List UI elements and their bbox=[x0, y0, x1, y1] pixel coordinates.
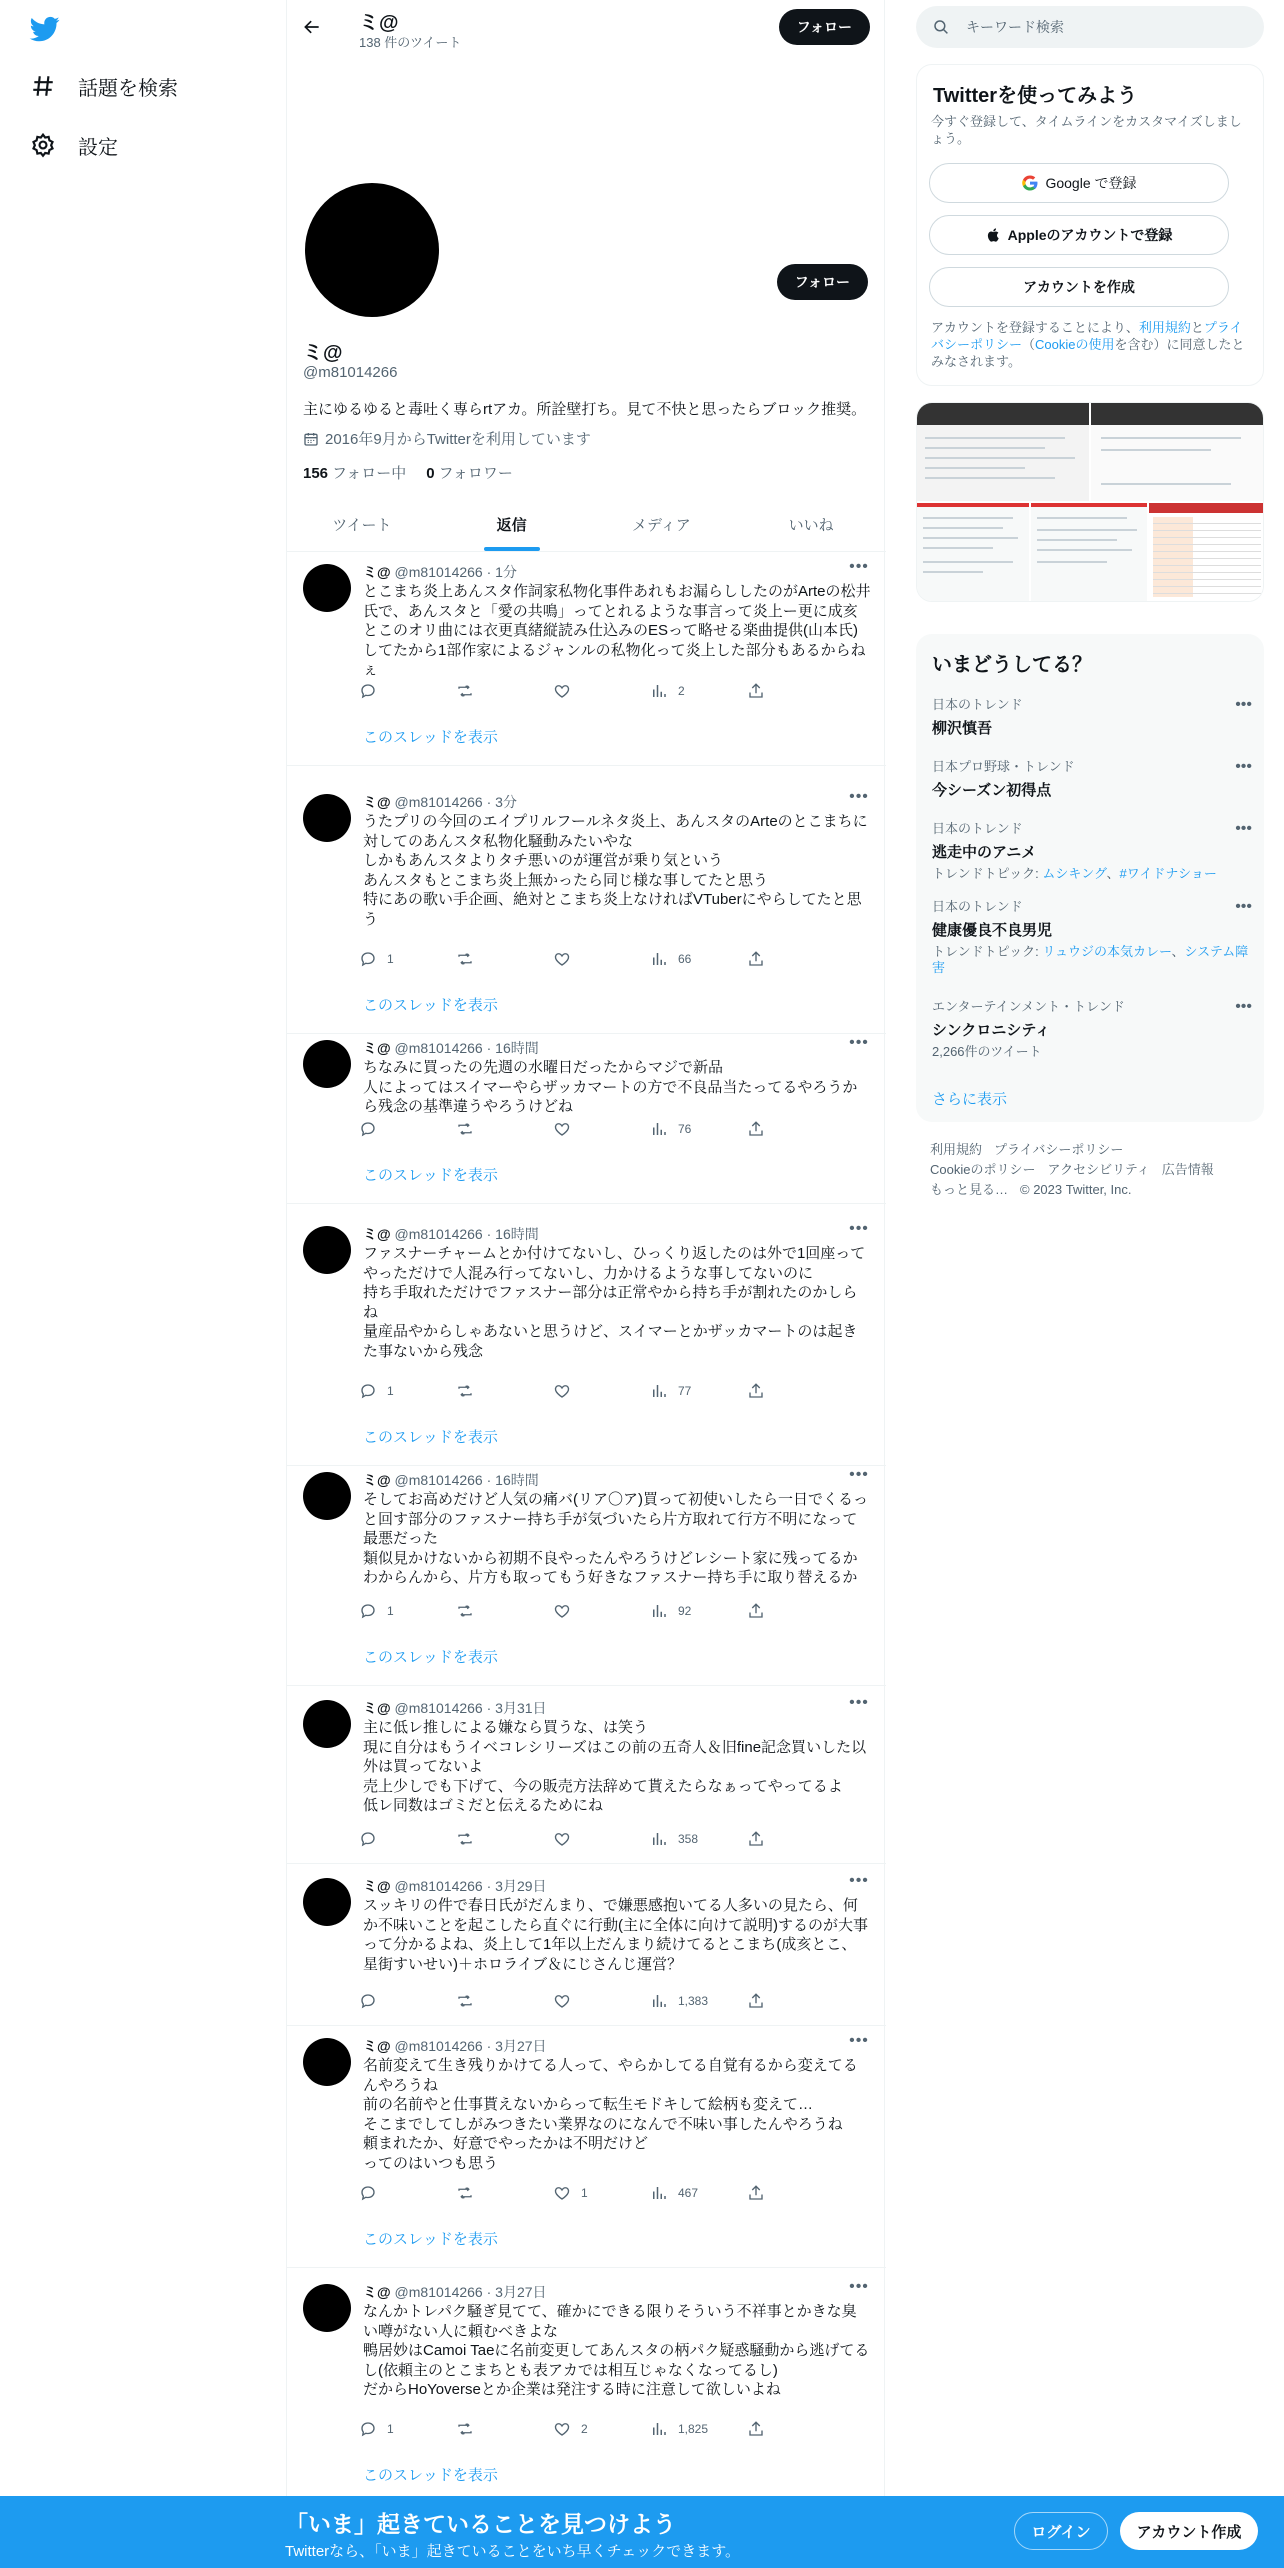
right-sidebar bbox=[916, 0, 1266, 2568]
show-thread-link[interactable]: このスレッドを表示 bbox=[363, 2231, 498, 2248]
retweet-button[interactable] bbox=[456, 1600, 553, 1622]
more-icon[interactable]: ••• bbox=[849, 1694, 869, 1711]
bottom-bar-subtitle: Twitterなら、「いま」起きていることをいち早くチェックできます。 bbox=[285, 2543, 741, 2560]
share-button[interactable] bbox=[747, 1990, 787, 2012]
tweet-actions bbox=[359, 1118, 789, 1140]
trend-name: 逃走中のアニメ bbox=[932, 844, 1037, 861]
media-thumb[interactable] bbox=[917, 403, 1089, 501]
trends-title: いまどうしてる？ bbox=[932, 654, 1092, 676]
show-thread-link[interactable]: このスレッドを表示 bbox=[363, 1649, 498, 1666]
reply-button[interactable]: 1 bbox=[359, 1380, 456, 1402]
footer-copyright: © 2023 Twitter, Inc. bbox=[1020, 1182, 1132, 1197]
like-button[interactable] bbox=[553, 1600, 650, 1622]
more-icon[interactable]: ••• bbox=[849, 1872, 869, 1889]
retweet-button[interactable] bbox=[456, 1380, 553, 1402]
reply-icon bbox=[359, 1382, 377, 1400]
profile-joined bbox=[303, 428, 591, 449]
tweet-avatar[interactable] bbox=[303, 564, 351, 612]
more-icon[interactable]: ••• bbox=[1235, 898, 1252, 915]
trends-more-link[interactable]: さらに表示 bbox=[932, 1091, 1008, 1108]
tweet-author-handle[interactable]: @m81014266 bbox=[394, 794, 483, 810]
arrow-left-icon bbox=[302, 17, 322, 37]
trend-count: 2,266件のツイート bbox=[932, 1044, 1042, 1059]
retweet-button[interactable] bbox=[456, 1118, 553, 1140]
tweet-header: ミ@ @m81014266 · 3月29日 bbox=[363, 1878, 547, 1894]
login-button[interactable]: ログイン bbox=[1014, 2512, 1108, 2550]
share-button[interactable] bbox=[747, 2182, 787, 2204]
tweet-author-name[interactable]: ミ@ bbox=[363, 1226, 391, 1242]
like-button[interactable] bbox=[553, 1380, 650, 1402]
like-button[interactable]: 1 bbox=[553, 2182, 650, 2204]
trend-context: エンターテインメント・トレンド bbox=[932, 999, 1125, 1014]
google-icon bbox=[1021, 174, 1039, 192]
calendar-icon bbox=[303, 431, 319, 447]
main-column bbox=[286, 0, 885, 2568]
retweet-icon bbox=[456, 1830, 474, 1848]
reply-icon bbox=[359, 2184, 377, 2202]
share-button[interactable] bbox=[747, 948, 787, 970]
reply-icon bbox=[359, 682, 377, 700]
bar-chart-icon bbox=[650, 950, 668, 968]
signup-subtitle: 今すぐ登録して、タイムラインをカスタマイズしましょう。 bbox=[931, 114, 1242, 146]
tweet-author-handle[interactable]: @m81014266 bbox=[394, 2284, 483, 2300]
share-button[interactable] bbox=[747, 2418, 787, 2440]
tweet-text: スッキリの件で春日氏がだんまり、で嫌悪感抱いてる人多いの見たら、何か不味いことを起こしたら直ぐに行動(主に全体に向けて説明)するのが大事って分かるよね、炎上して1年以上だんまり続けてるとこまち(成亥とこ、星街すいせい)＋ホロライブ＆にじさんじ運営？ bbox=[363, 1897, 868, 1973]
share-button[interactable] bbox=[747, 1118, 787, 1140]
views-button[interactable]: 467 bbox=[650, 2182, 747, 2204]
tweet-author-handle[interactable]: @m81014266 bbox=[394, 1700, 483, 1716]
more-icon[interactable]: ••• bbox=[1235, 696, 1252, 713]
retweet-icon bbox=[456, 1120, 474, 1138]
bar-chart-icon bbox=[650, 1382, 668, 1400]
retweet-button[interactable] bbox=[456, 1990, 553, 2012]
tweet-author-name[interactable]: ミ@ bbox=[363, 1472, 391, 1488]
retweet-button[interactable] bbox=[456, 2182, 553, 2204]
profile-bio: 主にゆるゆると毒吐く専らrtアカ。所詮壁打ち。見て不快と思ったらブロック推奨。 bbox=[303, 401, 867, 418]
tweet-time[interactable]: 16時間 bbox=[495, 1040, 539, 1056]
reply-button[interactable] bbox=[359, 1828, 456, 1850]
hashtag-icon bbox=[28, 71, 58, 101]
trend-topic-link[interactable]: システム障害 bbox=[932, 944, 1249, 975]
tweet-author-handle[interactable]: @m81014266 bbox=[394, 1040, 483, 1056]
tweet-author-name[interactable]: ミ@ bbox=[363, 2284, 391, 2300]
twitter-bird-icon[interactable] bbox=[28, 14, 62, 44]
retweet-icon bbox=[456, 682, 474, 700]
google-signup-button[interactable]: Google で登録 bbox=[929, 163, 1229, 203]
like-button[interactable] bbox=[553, 1118, 650, 1140]
profile-topbar bbox=[287, 0, 886, 54]
views-button[interactable]: 77 bbox=[650, 1380, 747, 1402]
trend-name: 柳沢慎吾 bbox=[932, 720, 993, 737]
tweet-actions bbox=[359, 1380, 789, 1402]
tweet-actions bbox=[359, 680, 789, 702]
tab-replies[interactable]: 返信 bbox=[437, 498, 587, 551]
profile-tabs bbox=[287, 498, 886, 552]
share-button[interactable] bbox=[747, 1380, 787, 1402]
retweet-icon bbox=[456, 1992, 474, 2010]
tweet-avatar[interactable] bbox=[303, 1040, 351, 1088]
tweet-avatar[interactable] bbox=[303, 2038, 351, 2086]
trend-name: 健康優良不良男児 bbox=[932, 922, 1053, 939]
tweet-header: ミ@ @m81014266 · 3月27日 bbox=[363, 2284, 547, 2300]
tweet-header: ミ@ @m81014266 · 1分 bbox=[363, 564, 517, 580]
signup-title: Twitterを使ってみよう bbox=[933, 85, 1138, 107]
search-placeholder: キーワード検索 bbox=[966, 19, 1064, 35]
views-button[interactable]: 76 bbox=[650, 1118, 747, 1140]
reply-button[interactable] bbox=[359, 2182, 456, 2204]
tweet-author-name[interactable]: ミ@ bbox=[363, 2038, 391, 2054]
bar-chart-icon bbox=[650, 1830, 668, 1848]
bottom-bar-title: 「いま」起きていることを見つけよう bbox=[285, 2511, 676, 2537]
trend-item[interactable] bbox=[932, 896, 1252, 976]
bar-chart-icon bbox=[650, 682, 668, 700]
nav-explore[interactable] bbox=[28, 66, 178, 106]
profile-avatar[interactable] bbox=[305, 183, 439, 317]
tab-tweets[interactable]: ツイート bbox=[332, 517, 392, 534]
retweet-icon bbox=[456, 2420, 474, 2438]
footer-more[interactable]: もっと見る… bbox=[930, 1182, 1009, 1197]
tweet-text: そしてお高めだけど人気の痛バ(リア〇ア)買って初使いしたら一日でくるっと回す部分のファスナー持ち手が気づいたら片方取れて行方不明になって最悪だった 類似見かけないから初期不良やったんやろうけどレシート家に残ってるかわからんから、片方も取ってもう好きなファスナー持ち手に取り替えるか bbox=[363, 1491, 868, 1587]
media-grid[interactable] bbox=[916, 402, 1264, 602]
trend-context: 日本のトレンド bbox=[932, 697, 1023, 712]
trend-context: 日本プロ野球・トレンド bbox=[932, 759, 1075, 774]
reply-icon bbox=[359, 1602, 377, 1620]
tweet-text: ファスナーチャームとか付けてないし、ひっくり返したのは外で1回座ってやっただけで人混み行ってないし、力かけるような事してないのに 持ち手取れただけでファスナー部分は正常やから持ち手が割れたのかしらね 量産品やからしゃあないと思うけど、スイマーとかザッカマートのは起きた事ないから残念 bbox=[363, 1245, 866, 1360]
tweet[interactable] bbox=[287, 1028, 886, 1204]
tweet[interactable] bbox=[287, 1688, 886, 1864]
reply-button[interactable]: 1 bbox=[359, 2418, 456, 2440]
tweet-text: ちなみに買ったの先週の水曜日だったからマジで新品 人によってはスイマーやらザッカマートの方で不良品当たってるやろうから残念の基準違うやろうけどね bbox=[363, 1059, 858, 1116]
tweet-actions bbox=[359, 948, 789, 970]
nav-settings[interactable] bbox=[28, 125, 118, 165]
heart-icon bbox=[553, 950, 571, 968]
footer-terms[interactable]: 利用規約 bbox=[930, 1142, 983, 1157]
views-button[interactable]: 358 bbox=[650, 1828, 747, 1850]
tweet-actions bbox=[359, 2182, 789, 2204]
tweet-avatar[interactable] bbox=[303, 1878, 351, 1926]
tweet-text: うたプリの今回のエイプリルフールネタ炎上、あんスタのArteのとこまちに対してのあんスタ私物化騒動みたいやな しかもあんスタよりタチ悪いのが運営が乗り気という あんスタもとこまち炎上無かったら同じ様な事してたと思う 特にあの歌い手企画、絶対とこまち炎上なければVTuberにやらしてたと思う bbox=[363, 813, 868, 928]
left-nav bbox=[0, 0, 286, 2568]
heart-icon bbox=[553, 2184, 571, 2202]
footer-privacy[interactable]: プライバシーポリシー bbox=[994, 1142, 1124, 1157]
views-button[interactable]: 1,383 bbox=[650, 1990, 747, 2012]
tweet-author-name[interactable]: ミ@ bbox=[363, 1878, 391, 1894]
nav-explore-label: 話題を検索 bbox=[78, 77, 178, 100]
tweet-time[interactable]: 16時間 bbox=[495, 1226, 539, 1242]
trend-context: 日本のトレンド bbox=[932, 821, 1023, 836]
tweet[interactable] bbox=[287, 1460, 886, 1686]
bar-chart-icon bbox=[650, 1602, 668, 1620]
retweet-button[interactable] bbox=[456, 2418, 553, 2440]
reply-icon bbox=[359, 2420, 377, 2438]
tweet-actions bbox=[359, 2418, 789, 2440]
header-tweet-count: 138 件のツイート bbox=[359, 35, 462, 50]
reply-button[interactable]: 1 bbox=[359, 1600, 456, 1622]
views-button[interactable]: 1,825 bbox=[650, 2418, 747, 2440]
bar-chart-icon bbox=[650, 1120, 668, 1138]
trends-box bbox=[916, 634, 1264, 1122]
media-thumb[interactable] bbox=[1149, 503, 1264, 602]
show-thread-link[interactable]: このスレッドを表示 bbox=[363, 1167, 498, 1184]
tweet-avatar[interactable] bbox=[303, 794, 351, 842]
retweet-button[interactable] bbox=[456, 948, 553, 970]
show-thread-link[interactable]: このスレッドを表示 bbox=[363, 997, 498, 1014]
share-icon bbox=[747, 2184, 765, 2202]
share-button[interactable] bbox=[747, 1828, 787, 1850]
follow-button[interactable]: フォロー bbox=[777, 264, 868, 300]
tweet[interactable] bbox=[287, 2272, 886, 2504]
follow-button-header[interactable]: フォロー bbox=[779, 9, 870, 45]
share-icon bbox=[747, 682, 765, 700]
footer-cookie[interactable]: Cookieのポリシー bbox=[930, 1162, 1036, 1177]
share-icon bbox=[747, 1120, 765, 1138]
footer-links bbox=[930, 1140, 1260, 1200]
tweet[interactable] bbox=[287, 782, 886, 1034]
create-account-button[interactable]: アカウントを作成 bbox=[929, 267, 1229, 307]
tweet-time[interactable]: 3月27日 bbox=[495, 2038, 547, 2054]
tweet-actions bbox=[359, 1600, 789, 1622]
retweet-icon bbox=[456, 1382, 474, 1400]
reply-button[interactable]: 1 bbox=[359, 948, 456, 970]
heart-icon bbox=[553, 1382, 571, 1400]
tweet-author-handle[interactable]: @m81014266 bbox=[394, 1226, 483, 1242]
show-thread-link[interactable]: このスレッドを表示 bbox=[363, 2467, 498, 2484]
tweet-header: ミ@ @m81014266 · 3月31日 bbox=[363, 1700, 547, 1716]
reply-button[interactable] bbox=[359, 1990, 456, 2012]
tweet-text: 主に低レ推しによる嫌なら買うな、は笑う 現に自分はもうイベコレシリーズはこの前の五奇人＆旧fine記念買いした以外は買ってないよ 売上少しでも下げて、今の販売方法辞めて貰えたらなぁってやってるよ 低レ同数はゴミだと伝えるためにね bbox=[363, 1719, 867, 1815]
retweet-button[interactable] bbox=[456, 680, 553, 702]
bottom-signup-bar bbox=[0, 2496, 1284, 2568]
tweet-text: なんかトレパク騒ぎ見てて、確かにできる限りそういう不祥事とかきな臭い噂がない人に頼むべきよな 鴨居妙はCamoi Taeに名前変更してあんスタの柄パク疑惑騒動から逃げてるし(依頼主のとこまちとも表アカでは相互じゃなくなってるし) だからHoYoverseとか企業は発注する時に注意して欲しいよね bbox=[363, 2303, 870, 2399]
media-thumb[interactable] bbox=[917, 503, 1029, 602]
cookie-link[interactable]: Cookieの使用 bbox=[1035, 337, 1115, 352]
tweet-time[interactable]: 3月27日 bbox=[495, 2284, 547, 2300]
media-thumb[interactable] bbox=[1031, 503, 1147, 602]
tweet-time[interactable]: 3月29日 bbox=[495, 1878, 547, 1894]
reply-icon bbox=[359, 1992, 377, 2010]
views-button[interactable]: 2 bbox=[650, 680, 747, 702]
reply-icon bbox=[359, 1120, 377, 1138]
tweet-author-handle[interactable]: @m81014266 bbox=[394, 564, 483, 580]
tweet[interactable] bbox=[287, 1214, 886, 1466]
signup-box bbox=[916, 64, 1264, 386]
reply-button[interactable] bbox=[359, 1118, 456, 1140]
tweet-actions bbox=[359, 1990, 789, 2012]
tweet-text: 名前変えて生き残りかけてる人って、やらかしてる自覚有るから変えてるんやろうね 前の名前やと仕事貰えないからって転生モドキして絵柄も変えて… そこまでしてしがみつきたい業界なのになんで不味い事したんやろうね 頼まれたか、好意でやったかは不明だけど ってのはいつも思う bbox=[363, 2057, 858, 2172]
retweet-icon bbox=[456, 950, 474, 968]
show-thread-link[interactable]: このスレッドを表示 bbox=[363, 1429, 498, 1446]
footer-accessibility[interactable]: アクセシビリティ bbox=[1047, 1162, 1150, 1177]
views-button[interactable]: 92 bbox=[650, 1600, 747, 1622]
tweet-author-handle[interactable]: @m81014266 bbox=[394, 1878, 483, 1894]
trend-topics: トレンドトピック: ムシキング、#ワイドナショー bbox=[932, 866, 1217, 881]
tweet-header: ミ@ @m81014266 · 3月27日 bbox=[363, 2038, 547, 2054]
bar-chart-icon bbox=[650, 2420, 668, 2438]
trend-topic-link[interactable]: ムシキング bbox=[1042, 866, 1107, 881]
share-button[interactable] bbox=[747, 680, 787, 702]
bar-chart-icon bbox=[650, 2184, 668, 2202]
more-icon[interactable]: ••• bbox=[849, 1034, 869, 1051]
search-icon bbox=[932, 18, 950, 36]
more-icon[interactable]: ••• bbox=[1235, 998, 1252, 1015]
share-icon bbox=[747, 1602, 765, 1620]
tweet-header: ミ@ @m81014266 · 3分 bbox=[363, 794, 517, 810]
trend-item[interactable] bbox=[932, 818, 1252, 882]
nav-settings-label: 設定 bbox=[78, 136, 118, 159]
terms-link[interactable]: 利用規約 bbox=[1138, 320, 1191, 335]
heart-icon bbox=[553, 2420, 571, 2438]
back-button[interactable] bbox=[297, 12, 327, 42]
tweet-time[interactable]: 3分 bbox=[495, 794, 517, 810]
apple-signup-button[interactable]: Appleのアカウントで登録 bbox=[929, 215, 1229, 255]
more-icon[interactable]: ••• bbox=[1235, 820, 1252, 837]
footer-ads[interactable]: 広告情報 bbox=[1161, 1162, 1214, 1177]
profile-stats bbox=[303, 462, 533, 483]
tweet[interactable] bbox=[287, 1866, 886, 2026]
tweet-author-handle[interactable]: @m81014266 bbox=[394, 1472, 483, 1488]
show-thread-link[interactable]: このスレッドを表示 bbox=[363, 729, 498, 746]
heart-icon bbox=[553, 682, 571, 700]
tweet-header: ミ@ @m81014266 · 16時間 bbox=[363, 1226, 539, 1242]
tweet-time[interactable]: 16時間 bbox=[495, 1472, 539, 1488]
followers-link[interactable]: 0 フォロワー bbox=[426, 465, 513, 482]
bar-chart-icon bbox=[650, 1992, 668, 2010]
more-icon[interactable]: ••• bbox=[1235, 758, 1252, 775]
tweet[interactable] bbox=[287, 552, 886, 766]
more-icon[interactable]: ••• bbox=[849, 1466, 869, 1483]
gear-icon bbox=[28, 130, 58, 160]
views-button[interactable]: 66 bbox=[650, 948, 747, 970]
tweet-author-name[interactable]: ミ@ bbox=[363, 564, 391, 580]
like-button[interactable] bbox=[553, 1990, 650, 2012]
like-button[interactable]: 2 bbox=[553, 2418, 650, 2440]
tweet-author-name[interactable]: ミ@ bbox=[363, 794, 391, 810]
more-icon[interactable]: ••• bbox=[849, 558, 869, 575]
retweet-icon bbox=[456, 2184, 474, 2202]
share-icon bbox=[747, 950, 765, 968]
profile-joined-text: 2016年9月からTwitterを利用しています bbox=[325, 431, 591, 448]
heart-icon bbox=[553, 1830, 571, 1848]
more-icon[interactable]: ••• bbox=[849, 788, 869, 805]
tweet-header: ミ@ @m81014266 · 16時間 bbox=[363, 1040, 539, 1056]
privacy-link[interactable]: プライバシーポリシー bbox=[931, 320, 1243, 352]
more-icon[interactable]: ••• bbox=[849, 2278, 869, 2295]
reply-icon bbox=[359, 950, 377, 968]
reply-button[interactable] bbox=[359, 680, 456, 702]
tweet-avatar[interactable] bbox=[303, 1472, 351, 1520]
trend-name: 今シーズン初得点 bbox=[932, 782, 1052, 799]
trend-topic-link[interactable]: #ワイドナショー bbox=[1119, 866, 1217, 881]
share-icon bbox=[747, 2420, 765, 2438]
retweet-button[interactable] bbox=[456, 1828, 553, 1850]
trend-item[interactable] bbox=[932, 756, 1252, 800]
more-icon[interactable]: ••• bbox=[849, 1220, 869, 1237]
tweet-author-name[interactable]: ミ@ bbox=[363, 1700, 391, 1716]
reply-icon bbox=[359, 1830, 377, 1848]
tab-likes[interactable]: いいね bbox=[788, 517, 834, 534]
profile-handle: @m81014266 bbox=[303, 364, 398, 381]
signup-button[interactable]: アカウント作成 bbox=[1120, 2512, 1258, 2550]
tweet-time[interactable]: 1分 bbox=[495, 564, 517, 580]
share-button[interactable] bbox=[747, 1600, 787, 1622]
tweet-header: ミ@ @m81014266 · 16時間 bbox=[363, 1472, 539, 1488]
tab-media[interactable]: メディア bbox=[631, 517, 691, 534]
like-button[interactable] bbox=[553, 948, 650, 970]
heart-icon bbox=[553, 1120, 571, 1138]
trend-context: 日本のトレンド bbox=[932, 899, 1023, 914]
share-icon bbox=[747, 1382, 765, 1400]
apple-icon bbox=[986, 227, 1002, 243]
tweet-avatar[interactable] bbox=[303, 1226, 351, 1274]
search-input[interactable] bbox=[916, 6, 1264, 48]
following-link[interactable]: 156 フォロー中 bbox=[303, 465, 407, 482]
trend-item[interactable] bbox=[932, 694, 1252, 738]
retweet-icon bbox=[456, 1602, 474, 1620]
tweet-time[interactable]: 3月31日 bbox=[495, 1700, 547, 1716]
tweet-author-handle[interactable]: @m81014266 bbox=[394, 2038, 483, 2054]
trend-name: シンクロニシティ bbox=[932, 1022, 1051, 1039]
heart-icon bbox=[553, 1992, 571, 2010]
signup-legal: アカウントを登録することにより、利用規約とプライバシーポリシー（Cookieの使用を含む）に同意したとみなされます。 bbox=[931, 320, 1245, 369]
tweet-text: とこまち炎上あんスタ作詞家私物化事件あれもお漏らししたのがArteの松井氏で、あんスタと「愛の共鳴」ってとれるような事言って炎上ー更に成亥とこのオリ曲には衣更真緒縦読み仕込みのESって略せる楽曲提供(山本氏)してたから1部作家によるジャンルの私物化って炎上した部分もあるからねぇ bbox=[363, 583, 871, 679]
trend-item[interactable] bbox=[932, 996, 1252, 1060]
like-button[interactable] bbox=[553, 1828, 650, 1850]
trend-topics: トレンドトピック: リュウジの本気カレー、システム障害 bbox=[932, 944, 1249, 975]
like-button[interactable] bbox=[553, 680, 650, 702]
more-icon[interactable]: ••• bbox=[849, 2032, 869, 2049]
tweet-actions bbox=[359, 1828, 789, 1850]
share-icon bbox=[747, 1830, 765, 1848]
tweet-avatar[interactable] bbox=[303, 2284, 351, 2332]
tweet-author-name[interactable]: ミ@ bbox=[363, 1040, 391, 1056]
heart-icon bbox=[553, 1602, 571, 1620]
tweet[interactable] bbox=[287, 2026, 886, 2268]
header-name: ミ@ bbox=[359, 12, 399, 34]
trend-topic-link[interactable]: リュウジの本気カレー bbox=[1042, 944, 1172, 959]
tweet-avatar[interactable] bbox=[303, 1700, 351, 1748]
media-thumb[interactable] bbox=[1091, 403, 1264, 501]
profile-name: ミ@ bbox=[303, 342, 343, 364]
share-icon bbox=[747, 1992, 765, 2010]
